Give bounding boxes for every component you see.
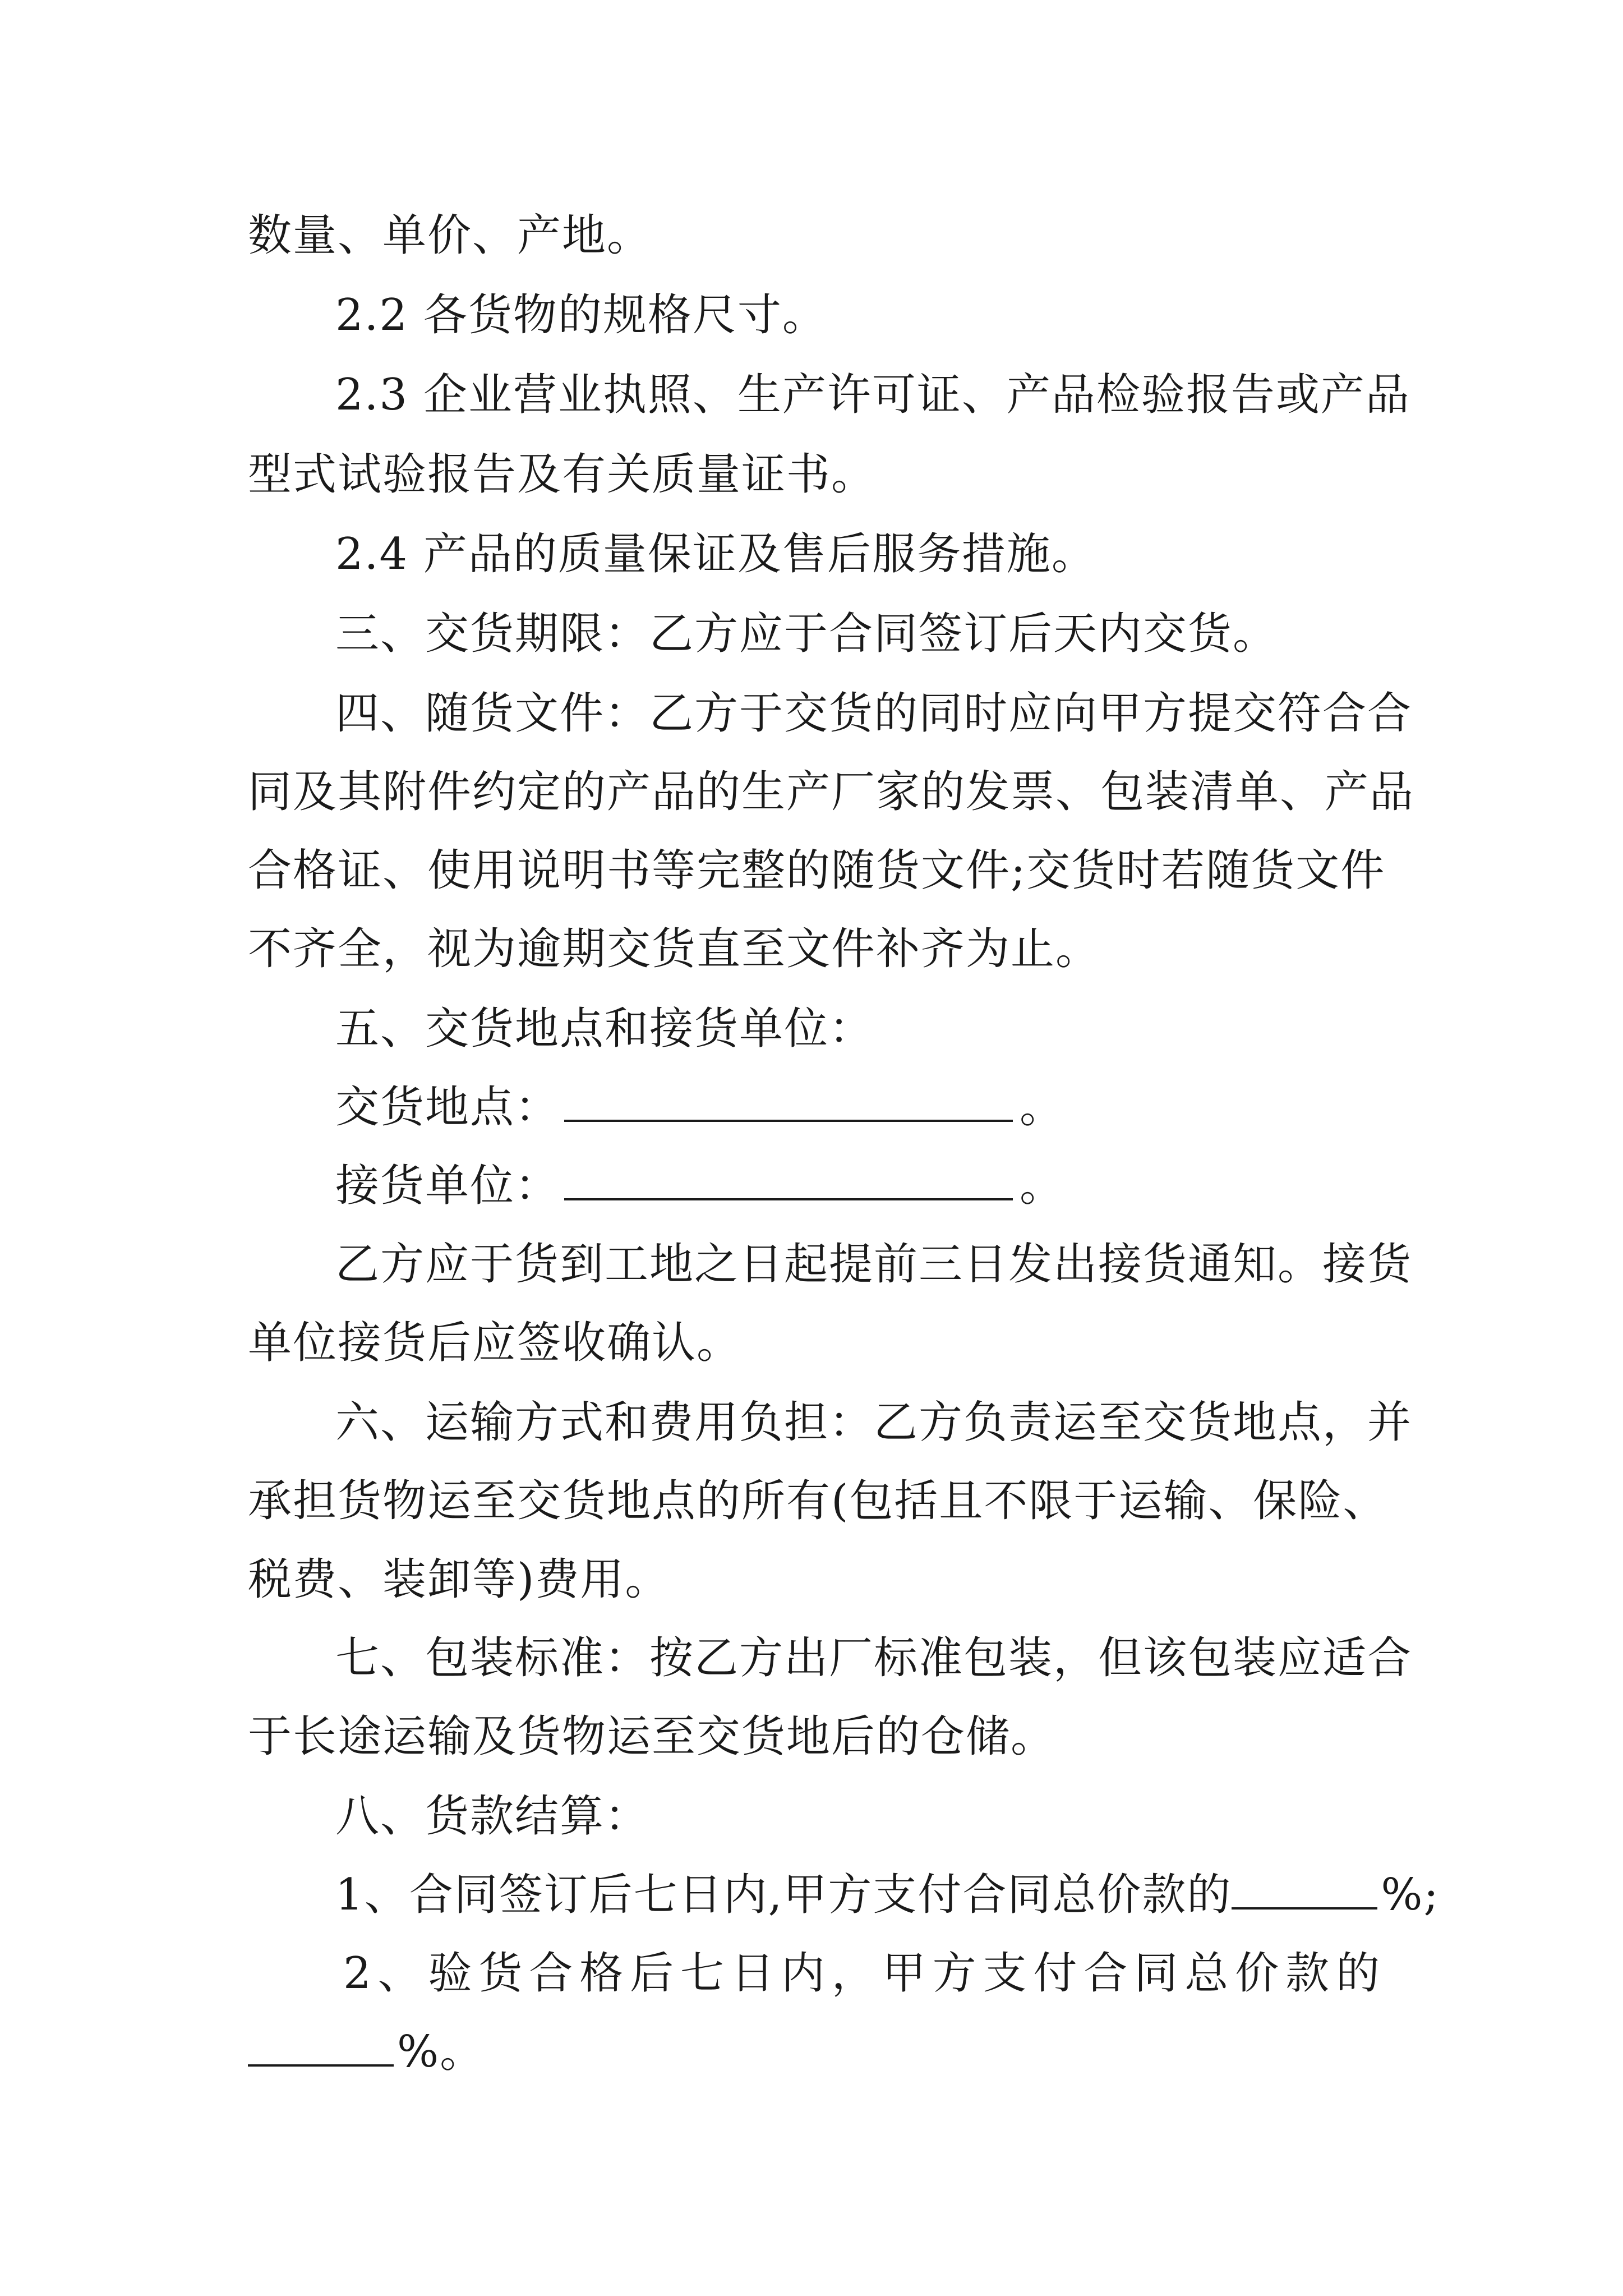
line-end-period: 。 <box>1020 1082 1065 1133</box>
percent-suffix: %; <box>1381 1870 1440 1920</box>
text-line: 合格证、使用说明书等完整的随货文件;交货时若随货文件 <box>248 845 1386 896</box>
text-line: 三、交货期限：乙方应于合同签订后天内交货。 <box>335 609 1278 659</box>
text-line: 同及其附件约定的产品的生产厂家的发票、包装清单、产品 <box>248 767 1415 817</box>
payment-term-1-text: 1、合同签订后七日内,甲方支付合同总价款的 <box>335 1870 1232 1920</box>
text-line: 七、包装标准：按乙方出厂标准包装，但该包装应适合 <box>335 1633 1413 1683</box>
delivery-location-label: 交货地点： <box>335 1082 560 1133</box>
text-line: 于长途运输及货物运至交货地后的仓储。 <box>248 1711 1056 1762</box>
receiving-unit-row <box>335 1159 1381 1213</box>
text-line: 乙方应于货到工地之日起提前三日发出接货通知。接货 <box>335 1239 1413 1290</box>
payment-term-1-blank <box>1232 1868 1377 1910</box>
text-line: 八、货款结算： <box>335 1791 650 1842</box>
text-line: 四、随货文件：乙方于交货的同时应向甲方提交符合合 <box>335 688 1413 739</box>
text-line: 不齐全，视为逾期交货直至文件补齐为止。 <box>248 924 1101 974</box>
payment-term-1-row <box>335 1868 1440 1922</box>
text-line: 五、交货地点和接货单位： <box>335 1004 874 1054</box>
delivery-location-blank <box>564 1080 1013 1122</box>
text-line: 税费、装卸等)费用。 <box>248 1554 670 1605</box>
payment-term-2-text: 2、验货合格后七日内，甲方支付合同总价款的 <box>343 1948 1381 1999</box>
text-line: 数量、单价、产地。 <box>248 210 652 261</box>
payment-term-2-continuation <box>248 2025 1381 2079</box>
text-line: 2.3 企业营业执照、生产许可证、产品检验报告或产品 <box>335 370 1410 420</box>
text-line: 2.2 各货物的规格尺寸。 <box>335 290 827 341</box>
text-line: 型式试验报告及有关质量证书。 <box>248 449 877 500</box>
text-line: 承担货物运至交货地点的所有(包括且不限于运输、保险、 <box>248 1476 1388 1526</box>
receiving-unit-blank <box>564 1159 1013 1200</box>
text-line: 2.4 产品的质量保证及售后服务措施。 <box>335 529 1096 579</box>
receiving-unit-label: 接货单位： <box>335 1161 560 1211</box>
text-line: 单位接货后应签收确认。 <box>248 1318 742 1368</box>
payment-term-2-blank <box>248 2025 394 2067</box>
line-end-period: 。 <box>1020 1161 1065 1211</box>
percent-suffix: %。 <box>397 2027 485 2077</box>
delivery-location-row <box>335 1080 1381 1134</box>
text-line: 六、运输方式和费用负担：乙方负责运至交货地点，并 <box>335 1397 1413 1448</box>
